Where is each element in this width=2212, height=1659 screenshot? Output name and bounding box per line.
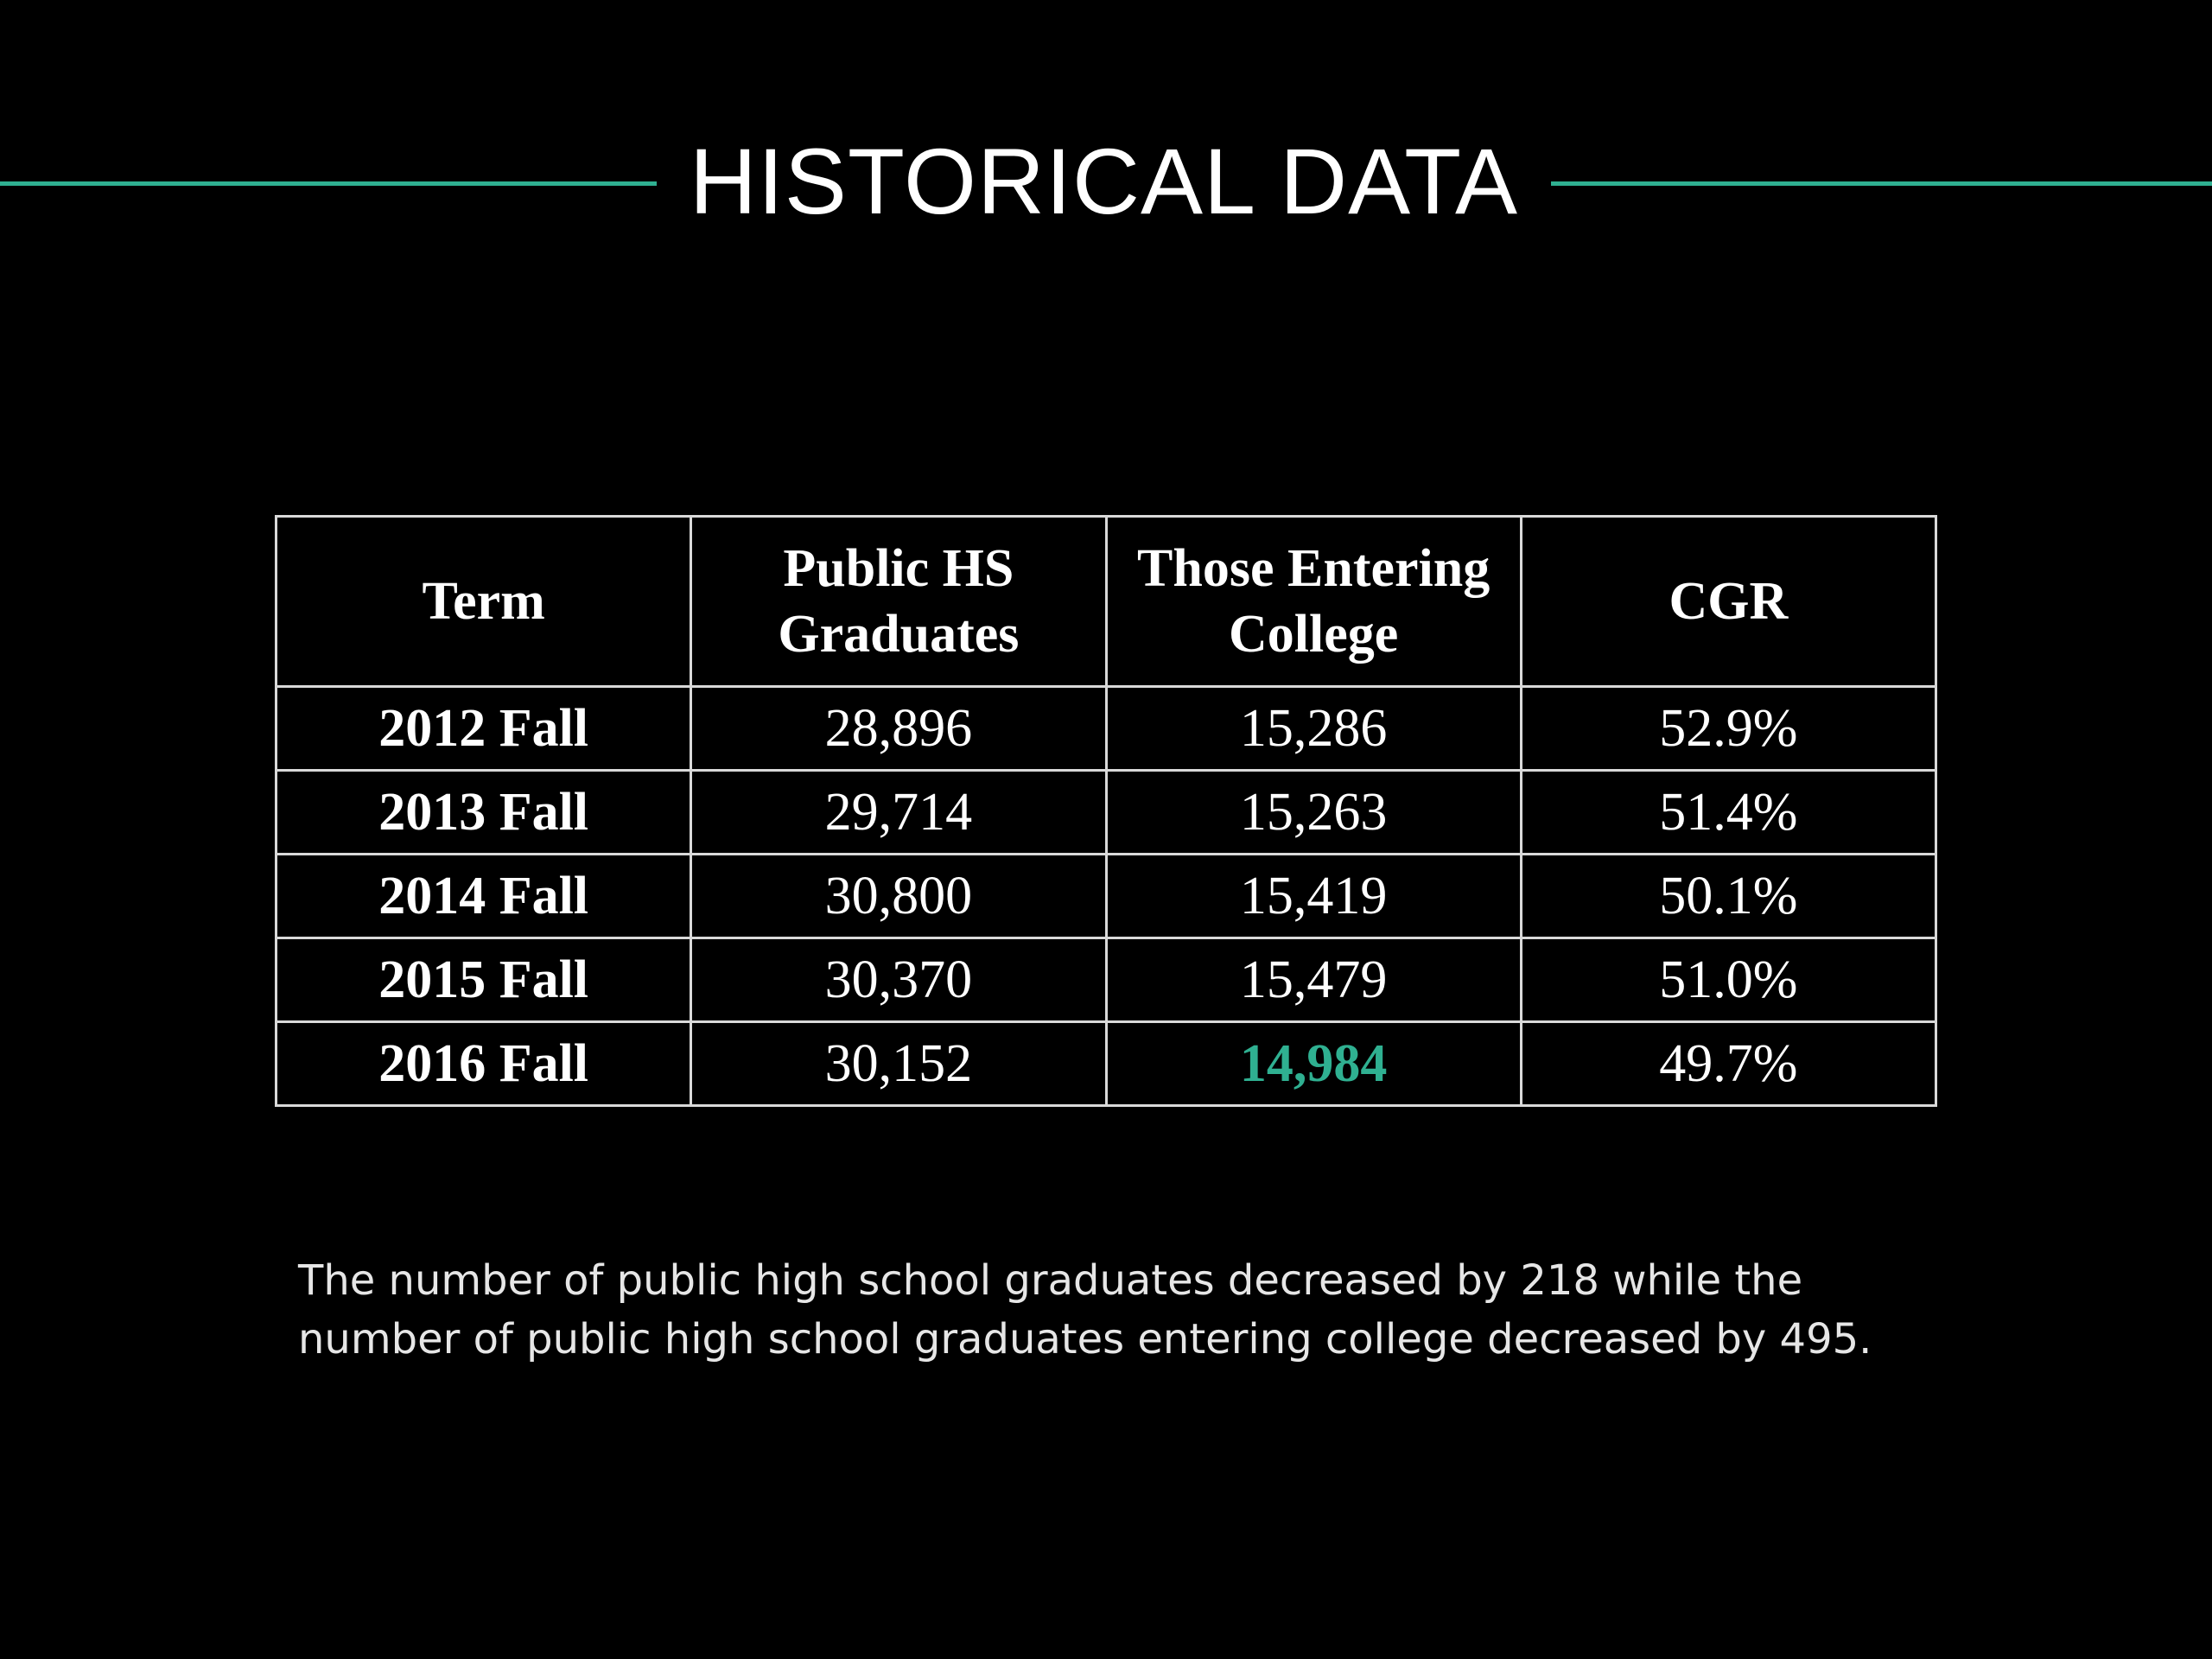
cell-cgr: 49.7% [1521,1022,1936,1106]
title-row [0,121,2212,242]
header-cgr: CGR [1521,517,1936,687]
summary-text: The number of public high school graduates decreased by 218 while the number of public high school graduates entering college decreased by 495. [298,1256,1872,1363]
historical-data-table [275,515,1937,1107]
cell-cgr: 50.1% [1521,855,1936,938]
table-row [276,771,1936,855]
cell-entering: 15,479 [1106,938,1521,1022]
cell-graduates: 29,714 [691,771,1106,855]
cell-graduates: 30,152 [691,1022,1106,1106]
cell-term: 2014 Fall [276,855,691,938]
cell-graduates: 30,800 [691,855,1106,938]
table-row [276,1022,1936,1106]
cell-entering: 15,286 [1106,687,1521,771]
cell-cgr: 51.0% [1521,938,1936,1022]
cell-term: 2013 Fall [276,771,691,855]
table-row [276,855,1936,938]
header-public-hs-graduates: Public HS Graduates [691,517,1106,687]
cell-graduates: 28,896 [691,687,1106,771]
cell-graduates: 30,370 [691,938,1106,1022]
cell-entering: 15,419 [1106,855,1521,938]
table-row [276,938,1936,1022]
cell-term: 2012 Fall [276,687,691,771]
cell-cgr: 51.4% [1521,771,1936,855]
header-term: Term [276,517,691,687]
cell-term: 2016 Fall [276,1022,691,1106]
header-those-entering-college: Those Entering College [1106,517,1521,687]
cell-entering: 15,263 [1106,771,1521,855]
table-header-row [276,517,1936,687]
title-rule-right [1551,181,2212,186]
cell-entering-highlighted: 14,984 [1106,1022,1521,1106]
cell-cgr: 52.9% [1521,687,1936,771]
page-title: HISTORICAL DATA [689,129,1519,233]
table-row [276,687,1936,771]
title-rule-left [0,181,657,186]
cell-term: 2015 Fall [276,938,691,1022]
